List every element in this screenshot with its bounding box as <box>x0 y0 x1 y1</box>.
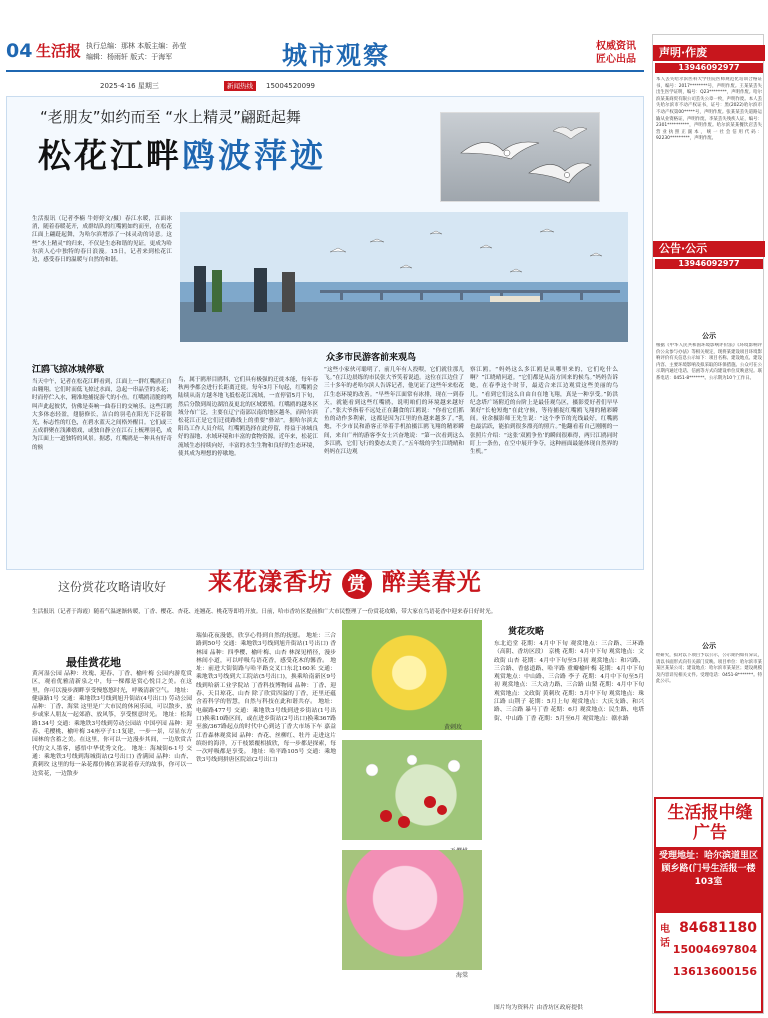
announce-header: 公告·公示 <box>653 241 765 257</box>
ad-phone-2: 15004697804 <box>672 943 757 956</box>
story-column-1: 当天中午，记者在松花江畔看到，江面上一群红嘴鸥正自由翱翔。它们时而低飞掠过水面，急起一串晶莹的水花；时而停伫入水，精准地捕捉游弋的小鱼。红嘴鸥清脆的鸣叫声此起彼伏，仿佛是奏响一曲春日的交响乐。这些江鸥大多体态轻盈，翅膀修长，洁白的羽毛在阳光下泛着银光，标志性的红色，在碧水蓝天之间格外醒目。它们或三五成群聚在浅滩嬉戏，或独自静立在江石上梳理羽毛，成为江面上一道独特的风景。据悉，红嘴鸥是一种具有好奇的候 <box>32 379 172 451</box>
flower-title <box>208 562 482 599</box>
section-title: 城市观察 <box>282 41 391 70</box>
slogan-line2: 匠心出品 <box>596 54 636 65</box>
photo-credit: 图片均为资料片 由香坊区政府提供 <box>494 1005 583 1011</box>
announce-phone: 13946092977 <box>655 259 763 269</box>
ad-title: 生活报中缝广告 <box>667 803 753 843</box>
notice-phone: 13946092977 <box>655 63 763 73</box>
yellow-rose-photo <box>342 620 482 730</box>
flower-pretitle: 这份赏花攻略请收好 <box>58 580 167 594</box>
paper-name: 生活报 <box>36 42 82 60</box>
flower-intro: 生活报讯（记者于海霞）随着气温逐渐转暖，丁香、樱花、杏花、连翘花、桃花等即将开放。日前，哈市香坊区提前推广大市民整理了一份赏花攻略，带大家在鸟语花香中迎来春日好时光。 <box>32 609 497 615</box>
slogan-line1: 权威资讯 <box>596 41 636 52</box>
issue-date: 2025·4·16 星期三 <box>100 82 159 90</box>
flower-title-a: 来花漾香坊 <box>208 567 333 596</box>
story-lead: 生活报讯（记者李楠 牛婷婷文/摄）春江水暖，江面冰消，随着春暖花开，成群结队的红嘴鸥如约而至，在松花江面上翩跹起舞，为哈尔滨增添了一抹灵动的诗意。这些“水上精灵”的归来，不仅是生态和谐的见证，更成为哈尔滨人心中独特的春日浪漫。15日，记者来到松花江边，感受春日的温暖与自然的和谐。 <box>32 216 172 264</box>
story-column-2: 鸟，属于鸥形目鸥科，它们具有极强的迁徙本能，每年春秋两季都会进行长距离迁徙。每年3月下旬起，红嘴鸥会陆续从南方越冬地飞抵松花江流域，一直停留5月下旬，然后分散到周边湖泊及更北的区域繁殖。红嘴鸥的越冬区域分布广泛，主要在辽宁南部以南的地区越冬，而哈尔滨松花江正是它们迁徙路线上的重要“驿站”。据哈尔滨太阳岛工作人员介绍，红嘴鸥选择在此停留，得益于冰城良好的湿地、水域环境和丰富的食物资源。近年来，松花江流域生态持续向好，丰富的水生生物和良好的生态环境，使其成为理想的停歇地。 <box>178 377 318 457</box>
slogan <box>596 40 636 66</box>
classified-sidebar <box>652 34 764 1014</box>
flower-title-b: 醉美春光 <box>381 567 482 596</box>
flower-title-badge: 赏 <box>342 569 372 599</box>
ad-box <box>654 797 763 1013</box>
river-photo <box>180 212 628 342</box>
notice-header: 声明·作废 <box>653 45 765 61</box>
cherry-photo <box>342 740 482 840</box>
strategy-list: 东北追堂 花期：4月中下旬 观赏地点：三合路、三环路（高阴、香坊区段） 京桃 花期：4月中下旬 观赏地点：文政街 山杏 花期：4月中下旬至5月初 观赏地点：和兴路、三合路、香慈道路、哈平路 重瓣榆叶梅 花期：4月中下旬 观赏地点：中山路、三合路 李子 花期：4月中下旬至5月初 观赏地点：三大动力路、三合路 山梨 花期：4月中下旬 观赏地点：文政街 黄刺玫 花期：5月中下旬 观赏地点：珠江路 山荆子 花期：5月上旬 观赏地点：大庆支路、和兴路、三合路 暴马丁香 花期：6月 观赏地点：民生路、电塔街、中山路 丁香 花期：5月至6月 观赏地点：赣水路 <box>494 641 644 722</box>
hotline-label: 新闻热线 <box>224 81 256 91</box>
header-rule <box>6 70 644 72</box>
ad-phones <box>656 917 761 983</box>
photo-caption-3: 海棠 <box>456 972 469 979</box>
headline-part2: 鸥波萍迹 <box>182 136 326 175</box>
announce-text-1: 根据《中华人民共和国环境影响评价法》《环境影响评价公众参与办法》等相关规定，现将某建设项目环境影响评价有关信息公示如下：项目名称、建设地点、建设内容、主要环境影响及拟采取的环保措施。公众可在公示期内通过电话、信函等方式向建设单位反映意见。联系电话：0451-8*******。公示期为10个工作日。 <box>656 343 762 381</box>
credits-line1: 执行总编：那林 本版主编：孙莹 <box>86 42 187 50</box>
story-headline <box>38 130 326 177</box>
river-photo-art <box>180 212 628 342</box>
announce-text-2: 经研究，拟对以下项目予以公示，公示期内如有异议，请以书面形式向有关部门反映。项目单位：哈尔滨市某某区某某公司；建设地点：哈尔滨市某某区；建设规模及内容详见相关文件。受理电话：0451-8*******。特此公示。 <box>656 653 762 685</box>
best-spots-title: 最佳赏花地 <box>66 656 121 669</box>
page-number: 04 <box>6 40 33 62</box>
ad-tel-label: 电话 <box>660 924 670 949</box>
story-kicker: “老朋友”如约而至 “水上精灵”翩跹起舞 <box>40 108 301 126</box>
strategy-title: 赏花攻略 <box>508 627 545 637</box>
subhead-1: 江鸥飞掠冰城停歇 <box>32 365 105 375</box>
cherry-art <box>342 740 482 840</box>
ad-phone-1: 84681180 <box>679 920 757 936</box>
hotline-number: 15004520099 <box>266 82 315 90</box>
announce-sub-1: 公示 <box>702 332 716 340</box>
story-column-3: “这些小家伙可聪明了，前几年有人投喂，它们就往那儿飞。”在江边晨练的市民张大爷笑着说道。这位在江边住了三十多年的老哈尔滨人告诉记者，他见证了这些年来松花江生态环境的改善。“早些年江面常有冰排，现在一到春天，就能看到这些红嘴鸥，说明咱们的环境越来越好了。”张大爷指着不远处正在翻食的江鸥说：“你看它们抓鱼的动作多利索，这都是因为江里的鱼越来越多了。”乳炮，不少市民和游客正举着手机拍摄江鸥飞翔的精彩瞬间，来自广州的游客李女士兴奋地说：“第一次看到这么多江鸥，它们飞行的姿态太美了。”五年级的学生江晓晴和妈妈在江边观 <box>324 367 464 456</box>
date-bar <box>100 80 440 92</box>
ad-address: 受理地址：哈尔滨道里区顾乡路(门号生活报一楼103室 <box>656 847 761 913</box>
credits-line2: 编辑：杨雨轩 版式：于海军 <box>86 53 173 61</box>
gull-photo <box>440 112 600 202</box>
headline-part1: 松花江畔 <box>38 136 182 175</box>
ad-phone-3: 13613600156 <box>672 965 757 978</box>
gull-photo-art <box>441 113 600 202</box>
best-spots-list-cont: 瑞仙花夜漫德，欣享心得到自然的抚慰。 地址：三合路到50号 交通：乘地铁3号线到旭升街站(1号出口) 香林园 品种：四季樱、榆叶梅、山杏 林深见梢径，漫步林间小道，可以呼吸鸟语花香，感受花木的馨香。 地址：前进大街街路与哈平路交叉口东北160米 交通：乘地铁3号线到大工院站(5号出口)，换乘哈南新区9号线到哈新工业学院站 丁香科技博物园 品种：丁香、迎春、天目琼花、山杏 除了欣赏四溢的丁香，还里还蕴含着科学的智慧，自然与科技在此和谐共存。 地址：电碳路477号 交通：乘地铁3号线到进乡街站(1号出口)换乘10路区间，或在进乡街站(2号出口)换乘367路至旅/367路起点的时代中心到达丁香大市场下车 嘉益江香森林观赏园 品种：杏花、丝柳红、牡丹 走进这片缤纷的海洋，万千枝繁覆相拔欣，每一步都是探索，每一次呼吸都是享受。 地址：哈平路105号 交通：乘地铁3号线到拼唐区院站(2号出口) <box>196 633 336 764</box>
crabapple-photo <box>342 850 482 970</box>
credits <box>86 41 186 63</box>
subhead-2: 众多市民游客前来观鸟 <box>326 353 417 363</box>
best-spots-list: 黄河湿公园 品种：玫瑰、迎春、丁香、榆叶梅 公园内游览赏区，观看优雅清新泉之中，每一棵都是赏心悦目之美。在这里，你可以漫步湖畔享受慢悠悠时光，呼吸清新空气。 地址：健康路1号 交通：乘地铁3号线到旭升街站(4号出口) 劳动公园 品种：丁香、海棠 这里是广大市民的休闲乐园，可以散步、放步或家人朋友一起郊游、放风筝，享受惬意时光。 地址：松海路134号 交通：乘地铁3号线到劳动公园站 中国亭园 品种：迎春、毛樱桃、榆叶梅 34座亭子1:1复建，一步一景，尽显东方园林的含蓄之美。在这里，你可以一边漫步其间，一边欣赏古代的文人墨客，感悟中华优秀文化。 地址：海城街6-1号 交通：乘地铁3号线到海城街站(2号出口) 香满园 品种：山杏、黄刺玫 这里的每一朵花都仿佛在诉说着春天的故事，你可以一边赏花，一边散步 <box>32 671 192 777</box>
notice-text: 本人丢失哈尔滨医科大学住院医师规范化培训合格证书，编号：2017********号，声明作废。王某某丢失出生医学证明，编号：Q23********，声明作废。哈尔滨某某商贸有限公司丢失公章一枚，声明作废。本人丢失哈尔滨市不动产权证书，证号：黑(2022)哈尔滨市不动产权第00*****号，声明作废。张某某丢失道路运输从业资格证，声明作废。李某丢失残疾人证，编号：2301**********，声明作废。哈尔滨某某餐饮店丢失营业执照正副本，统一社会信用代码：92230*********，声明作废。 <box>656 77 762 142</box>
announce-sub-2: 公示 <box>702 642 716 650</box>
story-column-4: 察江鸥。“妈妈这么多江鸥是从哪里来的，它们吃什么啊？”江晓晴问道。“它们都是从南方回来的候鸟。”妈妈告诉她，在春季这个时节，最适合来江边观赏这些美丽的鸟儿。“看到它们这么自由自在地飞翔，真是一种享受。”防洪纪念塔广场附近的台阶上是最佳观鸟区，摄影爱好者们早早架好“长枪短炮”在此守候，等待捕捉红嘴鸥飞翔的精彩瞬间。业余摄影师王先生说：“这个季节的光线最好，红嘴鸥也最活跃，能拍到很多漂亮的照片。”他翻看着自己刚刚的一张照片介绍：“这张‘双鸥争鱼’的瞬间很难得，两只江鸥同时盯上一条鱼，在空中展开争夺，这种画面最能体现自然界的生机。” <box>470 367 618 456</box>
photo-caption-1: 黄刺玫 <box>444 724 463 731</box>
